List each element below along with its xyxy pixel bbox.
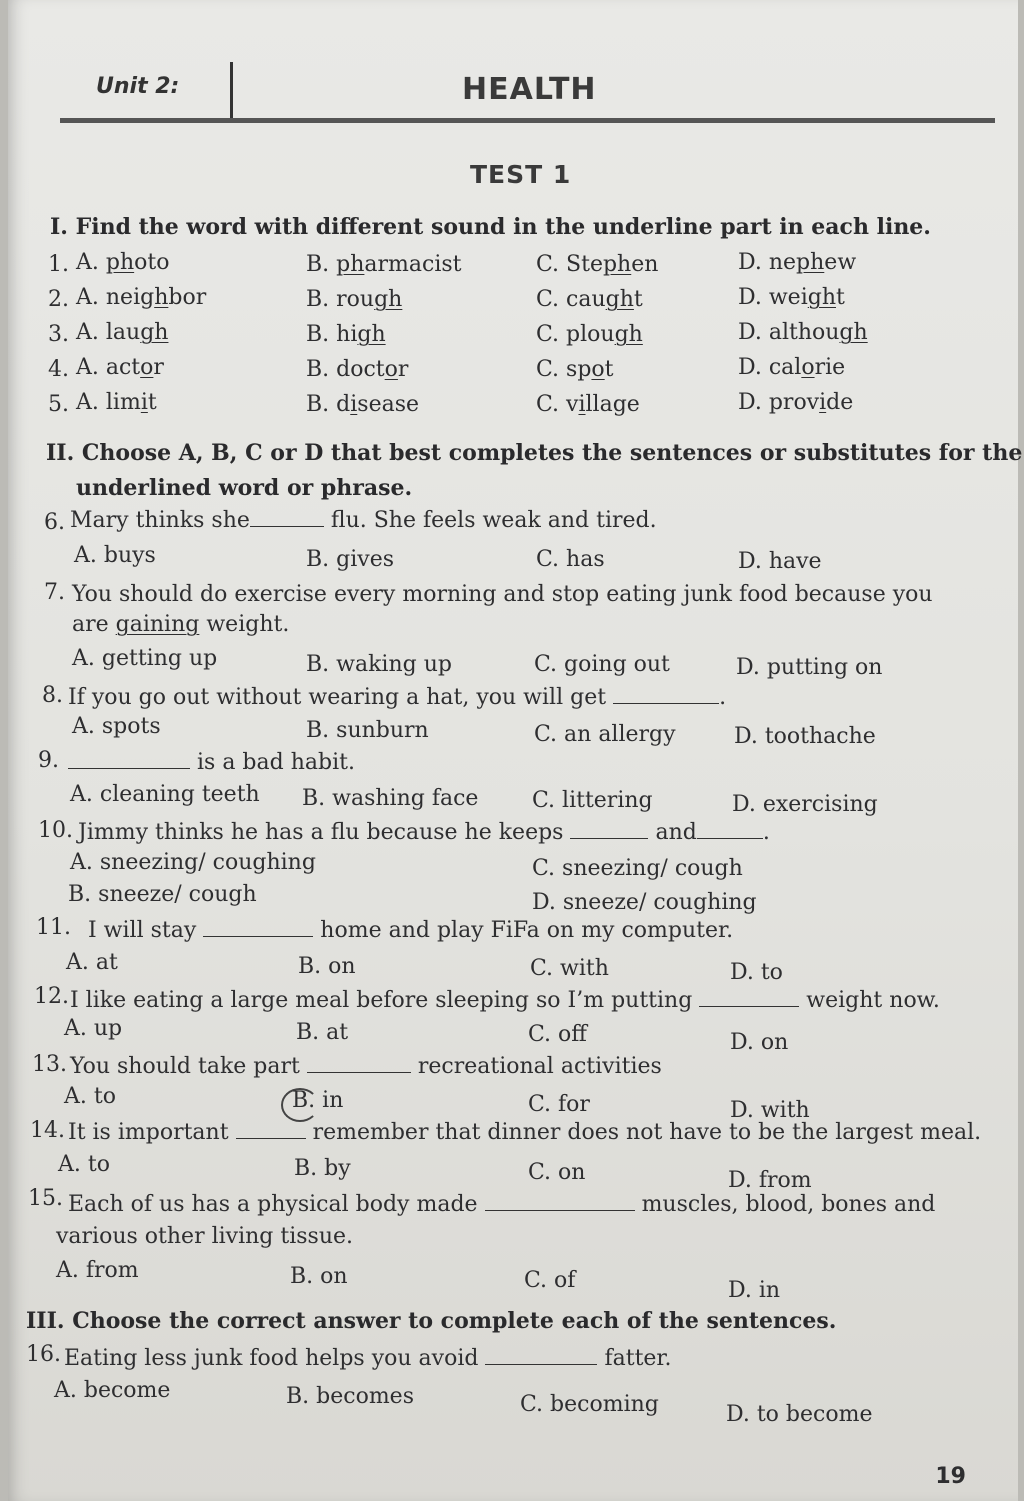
q16-option-a: A. become (54, 1378, 171, 1403)
question-number: 15. (28, 1186, 63, 1211)
unit-title: HEALTH (462, 72, 597, 107)
q10-stem: Jimmy thinks he has a flu because he keeps and . (78, 820, 770, 845)
q14-stem: It is important remember that dinner does not have to be the largest meal. (68, 1120, 982, 1145)
q8-option-b: B. sunburn (306, 718, 429, 743)
q12-option-b: B. at (296, 1020, 349, 1045)
q13-option-c: C. for (528, 1092, 590, 1117)
q4-option-a: A. actor (76, 355, 164, 380)
header-rule (60, 118, 995, 123)
question-number: 7. (44, 580, 65, 605)
question-number: 5. (48, 392, 69, 417)
q10-option-d: D. sneeze/ coughing (532, 890, 757, 915)
q15-stem-cont: various other living tissue. (56, 1224, 353, 1249)
q12-option-a: A. up (64, 1016, 123, 1041)
q15-option-b: B. on (290, 1264, 348, 1289)
q14-option-d: D. from (728, 1168, 812, 1193)
q12-option-d: D. on (730, 1030, 789, 1055)
q15-option-a: A. from (56, 1258, 139, 1283)
q7-option-c: C. going out (534, 652, 670, 677)
q3-option-b: B. high (306, 322, 386, 347)
question-number: 4. (48, 357, 69, 382)
q11-option-c: C. with (530, 956, 609, 981)
q9-option-d: D. exercising (732, 792, 878, 817)
q13-stem: You should take part recreational activities (70, 1054, 662, 1079)
q10-option-a: A. sneezing/ coughing (70, 850, 316, 875)
q9-option-c: C. littering (532, 788, 653, 813)
question-number: 12. (34, 984, 69, 1009)
q7-stem: You should do exercise every morning and stop eating junk food because you (72, 582, 933, 607)
unit-label: Unit 2: (96, 74, 180, 99)
q4-option-b: B. doctor (306, 357, 409, 382)
header-divider (230, 62, 233, 122)
q14-option-c: C. on (528, 1160, 586, 1185)
q12-option-c: C. off (528, 1022, 587, 1047)
q16-option-c: C. becoming (520, 1392, 659, 1417)
q2-option-a: A. neighbor (76, 285, 207, 310)
q4-option-c: C. spot (536, 357, 614, 382)
question-number: 11. (36, 915, 71, 940)
q2-option-b: B. rough (306, 287, 403, 312)
question-number: 8. (42, 683, 63, 708)
q2-option-c: C. caught (536, 287, 643, 312)
q12-stem: I like eating a large meal before sleeping so I’m putting weight now. (70, 988, 940, 1013)
q10-option-c: C. sneezing/ cough (532, 856, 743, 881)
question-number: 16. (26, 1342, 61, 1367)
q5-option-a: A. limit (76, 390, 157, 415)
q15-option-c: C. of (524, 1268, 576, 1293)
q5-option-d: D. provide (738, 390, 854, 415)
q2-option-d: D. weight (738, 285, 845, 310)
question-number: 13. (32, 1052, 67, 1077)
q7-option-d: D. putting on (736, 655, 883, 680)
section-1-heading: I. Find the word with different sound in the underline part in each line. (50, 214, 931, 240)
section-2-heading-cont: underlined word or phrase. (76, 475, 413, 501)
q1-option-c: C. Stephen (536, 252, 659, 277)
q3-option-c: C. plough (536, 322, 643, 347)
question-number: 14. (30, 1118, 65, 1143)
question-number: 3. (48, 322, 69, 347)
section-2-heading: II. Choose A, B, C or D that best completes the sentences or substitutes for the (46, 440, 1023, 466)
q14-option-b: B. by (294, 1156, 351, 1181)
q1-option-d: D. nephew (738, 250, 857, 275)
question-number: 9. (38, 748, 59, 773)
q11-stem: I will stay home and play FiFa on my computer. (88, 918, 734, 943)
q8-option-d: D. toothache (734, 724, 876, 749)
q6-stem: Mary thinks she flu. She feels weak and tired. (70, 508, 657, 533)
textbook-page (8, 0, 1023, 1501)
q5-option-c: C. village (536, 392, 640, 417)
q15-option-d: D. in (728, 1278, 781, 1303)
q9-option-b: B. washing face (302, 786, 479, 811)
q16-option-b: B. becomes (286, 1384, 414, 1409)
q6-option-c: C. has (536, 547, 605, 572)
q11-option-b: B. on (298, 954, 356, 979)
q5-option-b: B. disease (306, 392, 420, 417)
q6-option-a: A. buys (74, 543, 156, 568)
question-number: 6. (44, 510, 65, 535)
q10-option-b: B. sneeze/ cough (68, 882, 257, 907)
q16-option-d: D. to become (726, 1402, 873, 1427)
q8-stem: If you go out without wearing a hat, you will get . (68, 685, 727, 710)
test-title: TEST 1 (470, 160, 572, 189)
page-number: 19 (935, 1464, 966, 1489)
q4-option-d: D. calorie (738, 355, 846, 380)
q7-option-b: B. waking up (306, 652, 452, 677)
q7-stem-cont: are gaining weight. (72, 612, 290, 637)
q11-option-a: A. at (66, 950, 118, 975)
q13-option-a: A. to (64, 1084, 116, 1109)
q9-option-a: A. cleaning teeth (70, 782, 260, 807)
q15-stem: Each of us has a physical body made muscles, blood, bones and (68, 1192, 936, 1217)
q8-option-a: A. spots (72, 714, 161, 739)
q6-option-b: B. gives (306, 547, 395, 572)
q7-option-a: A. getting up (72, 646, 218, 671)
section-3-heading: III. Choose the correct answer to complete each of the sentences. (26, 1308, 837, 1334)
q13-option-b: B. in (292, 1088, 344, 1113)
question-number: 10. (38, 818, 73, 843)
q3-option-d: D. although (738, 320, 868, 345)
q14-option-a: A. to (58, 1152, 110, 1177)
q6-option-d: D. have (738, 549, 822, 574)
q16-stem: Eating less junk food helps you avoid fatter. (64, 1346, 672, 1371)
q13-option-d: D. with (730, 1098, 810, 1123)
q9-stem: is a bad habit. (68, 750, 355, 775)
q8-option-c: C. an allergy (534, 722, 676, 747)
q3-option-a: A. laugh (76, 320, 169, 345)
question-number: 1. (48, 252, 69, 277)
q1-option-b: B. pharmacist (306, 252, 462, 277)
question-number: 2. (48, 287, 69, 312)
q11-option-d: D. to (730, 960, 783, 985)
q1-option-a: A. photo (76, 250, 170, 275)
